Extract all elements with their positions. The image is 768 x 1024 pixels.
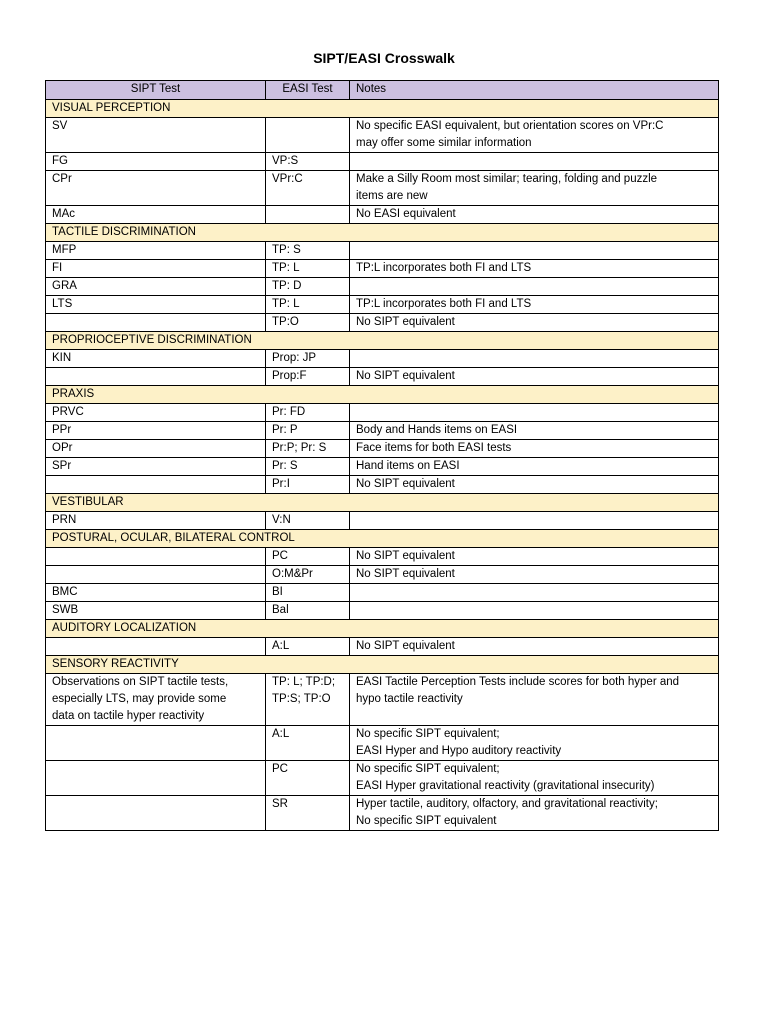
cell-text-line: VP:S xyxy=(272,155,299,167)
cell-text-line: hypo tactile reactivity xyxy=(356,693,463,705)
cell-text-line xyxy=(356,278,712,295)
notes-cell xyxy=(350,118,719,153)
table-row xyxy=(46,602,719,620)
notes-cell xyxy=(350,260,719,278)
cell-text-line: BMC xyxy=(52,586,78,598)
column-header-easi-test: EASI Test xyxy=(266,81,350,100)
sipt-test-cell xyxy=(46,314,266,332)
sipt-test-cell xyxy=(46,548,266,566)
cell-text-line: KIN xyxy=(52,352,72,364)
easi-test-cell xyxy=(266,314,350,332)
sipt-test-cell xyxy=(46,206,266,224)
section-title: POSTURAL, OCULAR, BILATERAL CONTROL xyxy=(46,530,719,548)
easi-test-cell xyxy=(266,458,350,476)
easi-test-cell xyxy=(266,404,350,422)
cell-text-line xyxy=(272,206,343,223)
cell-text-line xyxy=(52,476,259,493)
cell-text-line: V:N xyxy=(272,514,291,526)
sipt-test-cell xyxy=(46,638,266,656)
cell-text-line: TP: D xyxy=(272,280,302,292)
sipt-test-cell xyxy=(46,458,266,476)
cell-text-line xyxy=(52,726,259,743)
section-header-row xyxy=(46,332,719,350)
notes-cell xyxy=(350,404,719,422)
cell-text-line: A:L xyxy=(272,640,290,652)
table-row xyxy=(46,153,719,171)
notes-cell xyxy=(350,638,719,656)
cell-text-line: may offer some similar information xyxy=(356,137,532,149)
cell-text-line: TP:L incorporates both FI and LTS xyxy=(356,298,532,310)
cell-text-line: EASI Tactile Perception Tests include scores for both hyper and xyxy=(356,676,680,688)
notes-cell xyxy=(350,566,719,584)
section-header-row xyxy=(46,620,719,638)
table-row xyxy=(46,404,719,422)
section-header-row xyxy=(46,224,719,242)
sipt-test-cell xyxy=(46,476,266,494)
cell-text-line: VPr:C xyxy=(272,173,303,185)
cell-text-line: LTS xyxy=(52,298,73,310)
sipt-test-cell xyxy=(46,260,266,278)
cell-text-line: Bal xyxy=(272,604,289,616)
easi-test-cell xyxy=(266,512,350,530)
notes-cell xyxy=(350,350,719,368)
notes-cell xyxy=(350,602,719,620)
section-title: PROPRIOCEPTIVE DISCRIMINATION xyxy=(46,332,719,350)
sipt-test-cell xyxy=(46,278,266,296)
notes-cell xyxy=(350,206,719,224)
easi-test-cell xyxy=(266,440,350,458)
cell-text-line: Pr: FD xyxy=(272,406,306,418)
section-header-row xyxy=(46,100,719,118)
cell-text-line xyxy=(356,350,712,367)
notes-cell xyxy=(350,476,719,494)
cell-text-line: items are new xyxy=(356,190,428,202)
easi-test-cell xyxy=(266,153,350,171)
sipt-test-cell xyxy=(46,118,266,153)
table-row xyxy=(46,171,719,206)
notes-cell xyxy=(350,422,719,440)
cell-text-line: GRA xyxy=(52,280,77,292)
sipt-test-cell xyxy=(46,153,266,171)
cell-text-line: Face items for both EASI tests xyxy=(356,442,512,454)
column-header-notes: Notes xyxy=(350,81,719,100)
cell-text-line: PRN xyxy=(52,514,77,526)
section-title: AUDITORY LOCALIZATION xyxy=(46,620,719,638)
easi-test-cell xyxy=(266,602,350,620)
cell-text-line xyxy=(356,404,712,421)
section-title: VISUAL PERCEPTION xyxy=(46,100,719,118)
cell-text-line: EASI Hyper and Hypo auditory reactivity xyxy=(356,745,562,757)
notes-cell xyxy=(350,584,719,602)
easi-test-cell xyxy=(266,584,350,602)
cell-text-line: FG xyxy=(52,155,68,167)
notes-cell xyxy=(350,458,719,476)
cell-text-line xyxy=(52,638,259,655)
cell-text-line xyxy=(52,314,259,331)
notes-cell xyxy=(350,153,719,171)
cell-text-line: TP:S; TP:O xyxy=(272,693,331,705)
sipt-test-cell xyxy=(46,566,266,584)
table-row xyxy=(46,726,719,761)
cell-text-line: Body and Hands items on EASI xyxy=(356,424,518,436)
cell-text-line: No SIPT equivalent xyxy=(356,478,455,490)
notes-cell xyxy=(350,296,719,314)
sipt-test-cell xyxy=(46,726,266,761)
section-header-row xyxy=(46,530,719,548)
section-header-row xyxy=(46,386,719,404)
table-row xyxy=(46,260,719,278)
sipt-test-cell xyxy=(46,796,266,831)
table-row xyxy=(46,458,719,476)
notes-cell xyxy=(350,548,719,566)
table-row xyxy=(46,350,719,368)
section-title: TACTILE DISCRIMINATION xyxy=(46,224,719,242)
table-row xyxy=(46,440,719,458)
easi-test-cell xyxy=(266,171,350,206)
table-row xyxy=(46,314,719,332)
cell-text-line: Pr: S xyxy=(272,460,298,472)
easi-test-cell xyxy=(266,118,350,153)
cell-text-line: Pr:I xyxy=(272,478,290,490)
section-header-row xyxy=(46,656,719,674)
cell-text-line: TP:O xyxy=(272,316,299,328)
cell-text-line: MAc xyxy=(52,208,75,220)
table-row xyxy=(46,548,719,566)
cell-text-line: No SIPT equivalent xyxy=(356,550,455,562)
sipt-test-cell xyxy=(46,404,266,422)
cell-text-line xyxy=(52,566,259,583)
cell-text-line: TP: L xyxy=(272,262,300,274)
cell-text-line: PPr xyxy=(52,424,72,436)
cell-text-line xyxy=(356,584,712,601)
section-header-row xyxy=(46,494,719,512)
cell-text-line: Pr:P; Pr: S xyxy=(272,442,327,454)
sipt-test-cell xyxy=(46,368,266,386)
cell-text-line xyxy=(356,242,712,259)
easi-test-cell xyxy=(266,422,350,440)
cell-text-line xyxy=(272,118,343,135)
notes-cell xyxy=(350,761,719,796)
notes-cell xyxy=(350,242,719,260)
notes-cell xyxy=(350,314,719,332)
easi-test-cell xyxy=(266,726,350,761)
notes-cell xyxy=(350,278,719,296)
sipt-test-cell xyxy=(46,512,266,530)
easi-test-cell xyxy=(266,296,350,314)
cell-text-line: No specific SIPT equivalent; xyxy=(356,763,500,775)
table-row xyxy=(46,674,719,726)
cell-text-line: TP: L xyxy=(272,298,300,310)
cell-text-line: EASI Hyper gravitational reactivity (gravitational insecurity) xyxy=(356,780,655,792)
cell-text-line xyxy=(356,153,712,170)
notes-cell xyxy=(350,796,719,831)
table-row xyxy=(46,476,719,494)
section-title: VESTIBULAR xyxy=(46,494,719,512)
notes-cell xyxy=(350,440,719,458)
cell-text-line: TP: L; TP:D; xyxy=(272,676,336,688)
easi-test-cell xyxy=(266,260,350,278)
notes-cell xyxy=(350,368,719,386)
crosswalk-table xyxy=(45,80,719,831)
cell-text-line: No SIPT equivalent xyxy=(356,640,455,652)
table-row xyxy=(46,296,719,314)
cell-text-line: No SIPT equivalent xyxy=(356,316,455,328)
sipt-test-cell xyxy=(46,242,266,260)
cell-text-line: SV xyxy=(52,120,68,132)
cell-text-line: SR xyxy=(272,798,288,810)
easi-test-cell xyxy=(266,548,350,566)
notes-cell xyxy=(350,171,719,206)
sipt-test-cell xyxy=(46,761,266,796)
table-row xyxy=(46,566,719,584)
cell-text-line: No SIPT equivalent xyxy=(356,370,455,382)
cell-text-line: No specific EASI equivalent, but orientation scores on VPr:C xyxy=(356,120,664,132)
sipt-test-cell xyxy=(46,440,266,458)
cell-text-line xyxy=(52,548,259,565)
cell-text-line: TP:L incorporates both FI and LTS xyxy=(356,262,532,274)
cell-text-line: SPr xyxy=(52,460,72,472)
cell-text-line xyxy=(52,368,259,385)
cell-text-line: Prop:F xyxy=(272,370,307,382)
cell-text-line: No specific SIPT equivalent xyxy=(356,815,497,827)
cell-text-line: Hand items on EASI xyxy=(356,460,460,472)
cell-text-line: PC xyxy=(272,763,288,775)
easi-test-cell xyxy=(266,368,350,386)
easi-test-cell xyxy=(266,761,350,796)
notes-cell xyxy=(350,674,719,726)
easi-test-cell xyxy=(266,566,350,584)
cell-text-line: PC xyxy=(272,550,288,562)
sipt-test-cell xyxy=(46,584,266,602)
cell-text-line: Prop: JP xyxy=(272,352,317,364)
table-row xyxy=(46,422,719,440)
easi-test-cell xyxy=(266,278,350,296)
sipt-test-cell xyxy=(46,296,266,314)
cell-text-line: data on tactile hyper reactivity xyxy=(52,710,205,722)
cell-text-line: Pr: P xyxy=(272,424,298,436)
cell-text-line xyxy=(52,761,259,778)
table-row xyxy=(46,242,719,260)
table-row xyxy=(46,796,719,831)
cell-text-line: CPr xyxy=(52,173,72,185)
cell-text-line xyxy=(356,512,712,529)
document-title: SIPT/EASI Crosswalk xyxy=(313,50,455,66)
easi-test-cell xyxy=(266,206,350,224)
table-body xyxy=(46,100,719,831)
table-row xyxy=(46,512,719,530)
cell-text-line: BI xyxy=(272,586,283,598)
easi-test-cell xyxy=(266,796,350,831)
easi-test-cell xyxy=(266,674,350,726)
cell-text-line: OPr xyxy=(52,442,73,454)
sipt-test-cell xyxy=(46,171,266,206)
cell-text-line: FI xyxy=(52,262,63,274)
table-row xyxy=(46,638,719,656)
cell-text-line: MFP xyxy=(52,244,77,256)
section-title: SENSORY REACTIVITY xyxy=(46,656,719,674)
notes-cell xyxy=(350,726,719,761)
sipt-test-cell xyxy=(46,602,266,620)
cell-text-line xyxy=(356,602,712,619)
cell-text-line: Observations on SIPT tactile tests, xyxy=(52,676,229,688)
table-row xyxy=(46,584,719,602)
table-row xyxy=(46,368,719,386)
cell-text-line: No SIPT equivalent xyxy=(356,568,455,580)
table-row xyxy=(46,278,719,296)
notes-cell xyxy=(350,512,719,530)
cell-text-line: TP: S xyxy=(272,244,301,256)
column-header-sipt-test: SIPT Test xyxy=(46,81,266,100)
table-header-row xyxy=(46,81,719,100)
easi-test-cell xyxy=(266,638,350,656)
easi-test-cell xyxy=(266,350,350,368)
easi-test-cell xyxy=(266,476,350,494)
easi-test-cell xyxy=(266,242,350,260)
cell-text-line: PRVC xyxy=(52,406,84,418)
table-row xyxy=(46,206,719,224)
cell-text-line: Hyper tactile, auditory, olfactory, and gravitational reactivity; xyxy=(356,798,658,810)
cell-text-line: No EASI equivalent xyxy=(356,208,456,220)
cell-text-line: O:M&Pr xyxy=(272,568,313,580)
section-title: PRAXIS xyxy=(46,386,719,404)
table-row xyxy=(46,761,719,796)
cell-text-line: A:L xyxy=(272,728,290,740)
cell-text-line: SWB xyxy=(52,604,79,616)
sipt-test-cell xyxy=(46,674,266,726)
cell-text-line xyxy=(52,796,259,813)
cell-text-line: Make a Silly Room most similar; tearing, folding and puzzle xyxy=(356,173,658,185)
cell-text-line: especially LTS, may provide some xyxy=(52,693,227,705)
sipt-test-cell xyxy=(46,350,266,368)
cell-text-line: No specific SIPT equivalent; xyxy=(356,728,500,740)
table-row xyxy=(46,118,719,153)
sipt-test-cell xyxy=(46,422,266,440)
